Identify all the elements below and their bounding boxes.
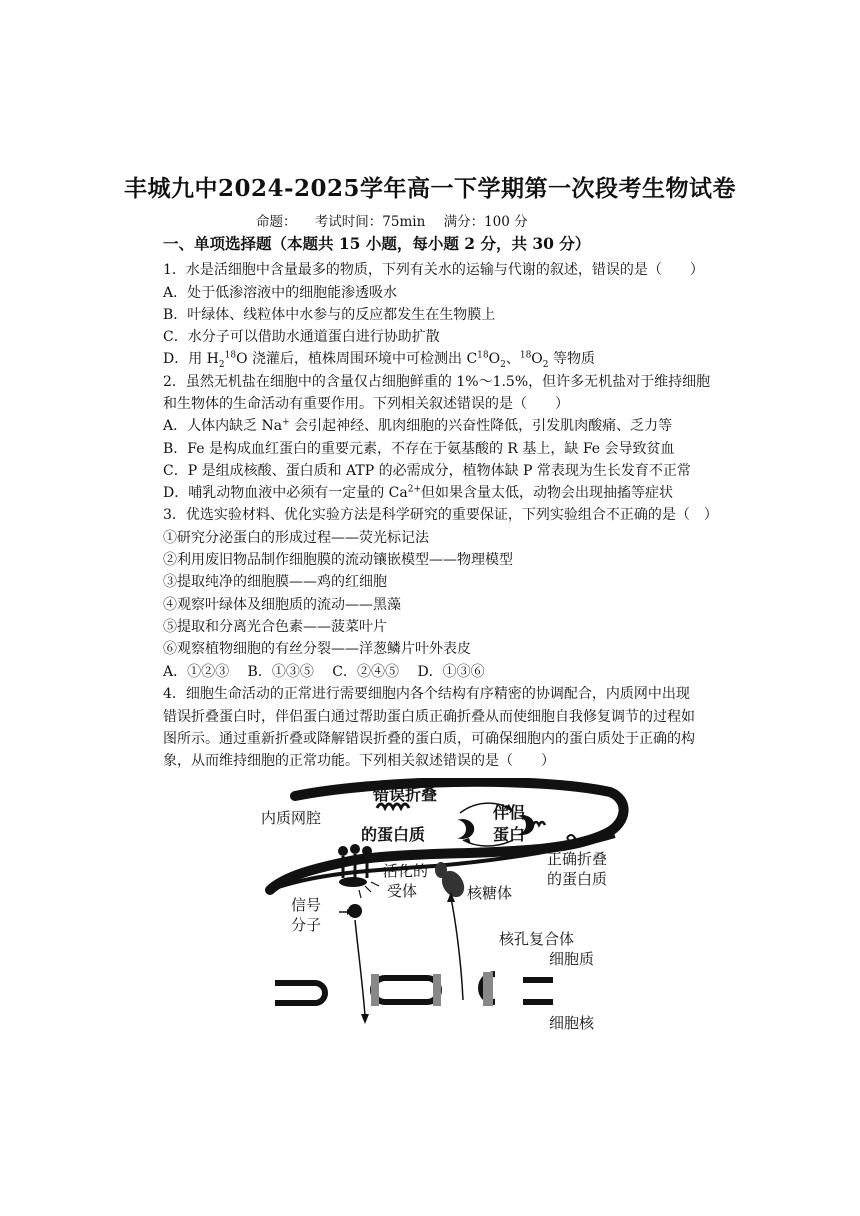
q1-stem: 1．水是活细胞中含量最多的物质，下列有关水的运输与代谢的叙述，错误的是（ ） bbox=[163, 262, 704, 278]
q3-item-4: ④观察叶绿体及细胞质的流动——黑藻 bbox=[163, 597, 401, 613]
q3-item-2: ②利用废旧物品制作细胞膜的流动镶嵌模型——物理模型 bbox=[163, 552, 513, 568]
label-chaperone-2: 蛋白 bbox=[493, 825, 526, 844]
npc-1 bbox=[371, 974, 379, 1006]
receptor-base bbox=[339, 877, 367, 887]
label-er-lumen: 内质网腔 bbox=[261, 809, 322, 827]
receptor-dot-1 bbox=[338, 846, 348, 856]
receptor-dot-2 bbox=[350, 844, 360, 854]
npc-3 bbox=[483, 972, 493, 1006]
up-arrow bbox=[451, 898, 463, 1000]
label-chaperone-1: 伴侣 bbox=[493, 803, 526, 822]
label-activated-2: 受体 bbox=[387, 882, 418, 900]
nuclear-envelope-left bbox=[275, 983, 325, 1003]
label-activated-1: 活化的 bbox=[383, 862, 429, 880]
q2-option-a: A．人体内缺乏 Na+ 会引起神经、肌肉细胞的兴奋性降低，引发肌肉酸痛、乏力等 bbox=[163, 417, 673, 434]
figure-diagram bbox=[255, 778, 635, 1038]
exam-title: 丰城九中2024-2025学年高一下学期第一次段考生物试卷 bbox=[123, 175, 737, 202]
q3-options: A．①②③ B．①③⑤ C．②④⑤ D．①③⑥ bbox=[163, 664, 485, 680]
correct-fold-mark bbox=[567, 835, 575, 841]
label-correct-1: 正确折叠 bbox=[547, 850, 608, 868]
misfolded-protein-squiggle bbox=[377, 804, 409, 808]
q4-stem-line-3: 图所示。通过重新折叠或降解错误折叠的蛋白质，可确保细胞内的蛋白质处于正确的构 bbox=[163, 731, 695, 747]
author-label: 命题： bbox=[256, 214, 297, 230]
q2-option-b: B．Fe 是构成血红蛋白的重要元素，不存在于氨基酸的 R 基上，缺 Fe 会导致贫血 bbox=[163, 441, 675, 457]
receptor-dot-3 bbox=[362, 846, 372, 856]
nuclear-envelope-mid bbox=[373, 978, 439, 1002]
label-misfolded-2: 的蛋白质 bbox=[361, 825, 426, 844]
label-cytoplasm: 细胞质 bbox=[549, 950, 595, 968]
label-ribosome: 核糖体 bbox=[467, 884, 513, 902]
q4-stem-line-2: 错误折叠蛋白时，伴侣蛋白通过帮助蛋白质正确折叠从而使细胞自我修复调节的过程如 bbox=[163, 709, 695, 725]
q3-item-3: ③提取纯净的细胞膜——鸡的红细胞 bbox=[163, 574, 387, 590]
q3-item-6: ⑥观察植物细胞的有丝分裂——洋葱鳞片叶外表皮 bbox=[163, 641, 471, 657]
q3-stem: 3．优选实验材料、优化实验方法是科学研究的重要保证，下列实验组合不正确的是（ ） bbox=[163, 507, 718, 523]
score-label: 满分：100 分 bbox=[443, 214, 528, 230]
section-heading: 一、单项选择题（本题共 15 小题，每小题 2 分，共 30 分） bbox=[163, 234, 591, 253]
time-label: 考试时间：75min bbox=[314, 214, 426, 230]
npc-2 bbox=[433, 974, 441, 1006]
q2-option-c: C．P 是组成核酸、蛋白质和 ATP 的必需成分，植物体缺 P 常表现为生长发育不正常 bbox=[163, 463, 691, 479]
ribosome-shape-2 bbox=[435, 862, 447, 878]
label-signal-1: 信号 bbox=[291, 896, 322, 914]
label-npc: 核孔复合体 bbox=[499, 930, 575, 948]
exam-info bbox=[256, 210, 542, 230]
q2-stem-line-2: 和生物体的生命活动有重要作用。下列相关叙述错误的是（ ） bbox=[163, 396, 569, 412]
label-nucleus: 细胞核 bbox=[549, 1014, 595, 1032]
q3-item-1: ①研究分泌蛋白的形成过程——荧光标记法 bbox=[163, 530, 429, 546]
label-misfolded-1: 错误折叠 bbox=[373, 785, 438, 804]
label-correct-2: 的蛋白质 bbox=[547, 870, 608, 888]
q1-option-c: C．水分子可以借助水通道蛋白进行协助扩散 bbox=[163, 329, 440, 345]
q2-option-d: D．哺乳动物血液中必须有一定量的 $Ca^{2+}$但如果含量太低，动物会出现抽搐等症状 bbox=[163, 484, 674, 501]
q4-stem-line-1: 4．细胞生命活动的正常进行需要细胞内各个结构有序精密的协调配合，内质网中出现 bbox=[163, 686, 690, 702]
q4-stem-line-4: 象，从而维持细胞的正常功能。下列相关叙述错误的是（ ） bbox=[163, 753, 555, 769]
q1-option-d: D．用 $H_2^{18}O$ 浇灌后，植株周围环境中可检测出 $C^{18}O_2$、$^{18}O_2$ 等物质 bbox=[163, 350, 595, 370]
label-signal-2: 分子 bbox=[291, 916, 322, 934]
q1-option-b: B．叶绿体、线粒体中水参与的反应都发生在生物膜上 bbox=[163, 307, 496, 323]
down-arrow-head bbox=[361, 1014, 369, 1024]
er-chaperone-figure bbox=[255, 778, 635, 1038]
down-arrow bbox=[355, 920, 365, 1016]
q1-option-a: A．处于低渗溶液中的细胞能渗透吸水 bbox=[163, 285, 398, 301]
chaperone-shape-1 bbox=[457, 819, 474, 839]
q3-item-5: ⑤提取和分离光合色素——菠菜叶片 bbox=[163, 619, 387, 635]
q2-stem-line-1: 2．虽然无机盐在细胞中的含量仅占细胞鲜重的 1%～1.5%，但许多无机盐对于维持细胞 bbox=[163, 374, 711, 390]
